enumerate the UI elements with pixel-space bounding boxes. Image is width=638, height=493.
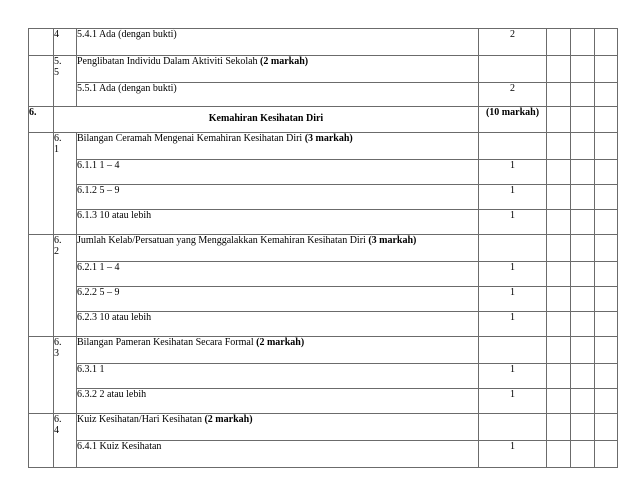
mark-value: 2 (479, 29, 547, 56)
item-label: 5.5.1 Ada (dengan bukti) (77, 83, 479, 107)
item-label: 5.4.1 Ada (dengan bukti) (77, 29, 479, 56)
item-label: 6.1.1 1 – 4 (77, 160, 479, 185)
table-row (29, 83, 618, 107)
section-title: Kemahiran Kesihatan Diri (208, 113, 324, 124)
table-row (29, 364, 618, 389)
mark-value: 1 (479, 262, 547, 287)
item-label: 6.2.3 10 atau lebih (77, 312, 479, 337)
table-row (29, 337, 618, 364)
table-row (29, 133, 618, 160)
item-label: 6.1.2 5 – 9 (77, 185, 479, 210)
item-label: 6.2.2 5 – 9 (77, 287, 479, 312)
mark-value: 2 (479, 83, 547, 107)
section-heading: Bilangan Ceramah Mengenai Kemahiran Kesihatan Diri (3 markah) (77, 133, 479, 160)
mark-value: 1 (479, 364, 547, 389)
section-title-cell (54, 107, 479, 133)
table-row (29, 287, 618, 312)
item-label: 6.3.2 2 atau lebih (77, 389, 479, 414)
table-row (29, 107, 618, 133)
table-row (29, 210, 618, 235)
table-row (29, 185, 618, 210)
section-heading: Kuiz Kesihatan/Hari Kesihatan (2 markah) (77, 414, 479, 441)
table-row (29, 160, 618, 185)
section-heading: Bilangan Pameran Kesihatan Secara Formal (2 markah) (77, 337, 479, 364)
row-code: 5. 5 (54, 56, 77, 107)
section-number: 6. (29, 107, 54, 133)
mark-value: 1 (479, 312, 547, 337)
section-mark: (10 markah) (479, 107, 547, 133)
row-code: 6. 4 (54, 414, 77, 468)
mark-value: 1 (479, 160, 547, 185)
section-heading: Penglibatan Individu Dalam Aktiviti Sekolah (2 markah) (77, 56, 479, 83)
mark-value: 1 (479, 441, 547, 468)
row-code: 6. 2 (54, 235, 77, 337)
table-row (29, 235, 618, 262)
item-label: 6.1.3 10 atau lebih (77, 210, 479, 235)
table-row (29, 414, 618, 441)
item-label: 6.4.1 Kuiz Kesihatan (77, 441, 479, 468)
table-row (29, 29, 618, 56)
table-row (29, 389, 618, 414)
item-label: 6.3.1 1 (77, 364, 479, 389)
table-row (29, 441, 618, 468)
item-label: 6.2.1 1 – 4 (77, 262, 479, 287)
mark-value: 1 (479, 287, 547, 312)
table-row (29, 312, 618, 337)
row-code: 4 (54, 29, 77, 56)
assessment-table (28, 28, 618, 468)
row-code: 6. 3 (54, 337, 77, 414)
table-row (29, 262, 618, 287)
mark-value: 1 (479, 389, 547, 414)
section-heading: Jumlah Kelab/Persatuan yang Menggalakkan Kemahiran Kesihatan Diri (3 markah) (77, 235, 479, 262)
row-code: 6. 1 (54, 133, 77, 235)
mark-value: 1 (479, 210, 547, 235)
mark-value: 1 (479, 185, 547, 210)
table-row (29, 56, 618, 83)
